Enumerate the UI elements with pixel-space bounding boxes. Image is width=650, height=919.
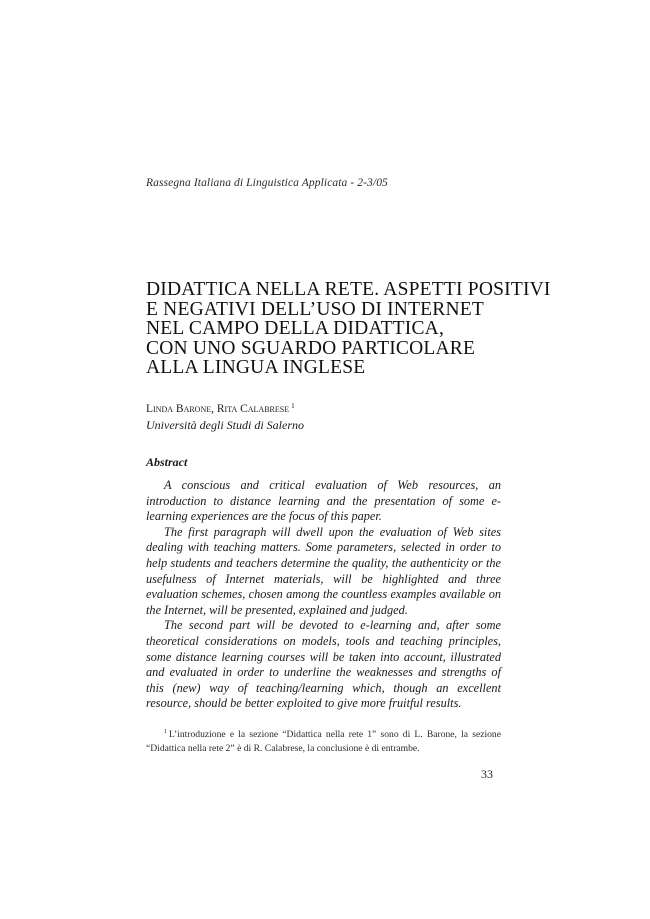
journal-header: Rassegna Italiana di Linguistica Applicata - 2-3/05 — [146, 177, 388, 189]
footnote-reference: 1 — [291, 402, 295, 410]
title-line: CON UNO SGUARDO PARTICOLARE — [146, 337, 476, 359]
affiliation: Università degli Studi di Salerno — [146, 418, 304, 432]
abstract-paragraph: The first paragraph will dwell upon the evaluation of Web sites dealing with teaching matters. Some parameters, selected in order to help students and teachers determine the quality, the authenticity or the usefulness of Internet materials, will be highlighted and three evaluation schemes, chosen among the countless examples available on the Internet, will be presented, explained and judged. — [146, 524, 501, 617]
article-body — [146, 401, 501, 782]
authors — [146, 401, 501, 417]
footnote-text: L’introduzione e la sezione “Didattica nella rete 1” sono di L. Barone, la sezione “Didattica nella rete 2” è di R. Calabrese, la conclusione è di entrambe. — [146, 728, 501, 754]
title-line: E NEGATIVI DELL’USO DI INTERNET — [146, 298, 485, 320]
abstract-heading: Abstract — [146, 455, 188, 469]
page-number: 33 — [481, 766, 493, 781]
article-title — [146, 279, 551, 379]
title-line: DIDATTICA NELLA RETE. ASPETTI POSITIVI — [146, 279, 551, 300]
title-line: NEL CAMPO DELLA DIDATTICA, — [146, 318, 445, 340]
title-line: ALLA LINGUA INGLESE — [146, 357, 366, 379]
abstract-paragraph: A conscious and critical evaluation of Web resources, an introduction to distance learning and the presentation of some e-learning experiences are the focus of this paper. — [146, 478, 501, 524]
footnote-mark: 1 — [164, 728, 167, 735]
author-names: Linda Barone, Rita Calabrese — [146, 403, 290, 415]
footnote — [146, 728, 501, 756]
abstract-paragraph: The second part will be devoted to e-learning and, after some theoretical considerations on models, tools and teaching principles, some distance learning courses will be taken into account, illustrated and evaluated in order to underline the weaknesses and strengths of this (new) way of teaching/learning which, though an excellent resource, should be better exploited to give more fruitful results. — [146, 618, 501, 711]
footnote-paragraph — [146, 728, 501, 756]
abstract-body — [146, 478, 501, 712]
